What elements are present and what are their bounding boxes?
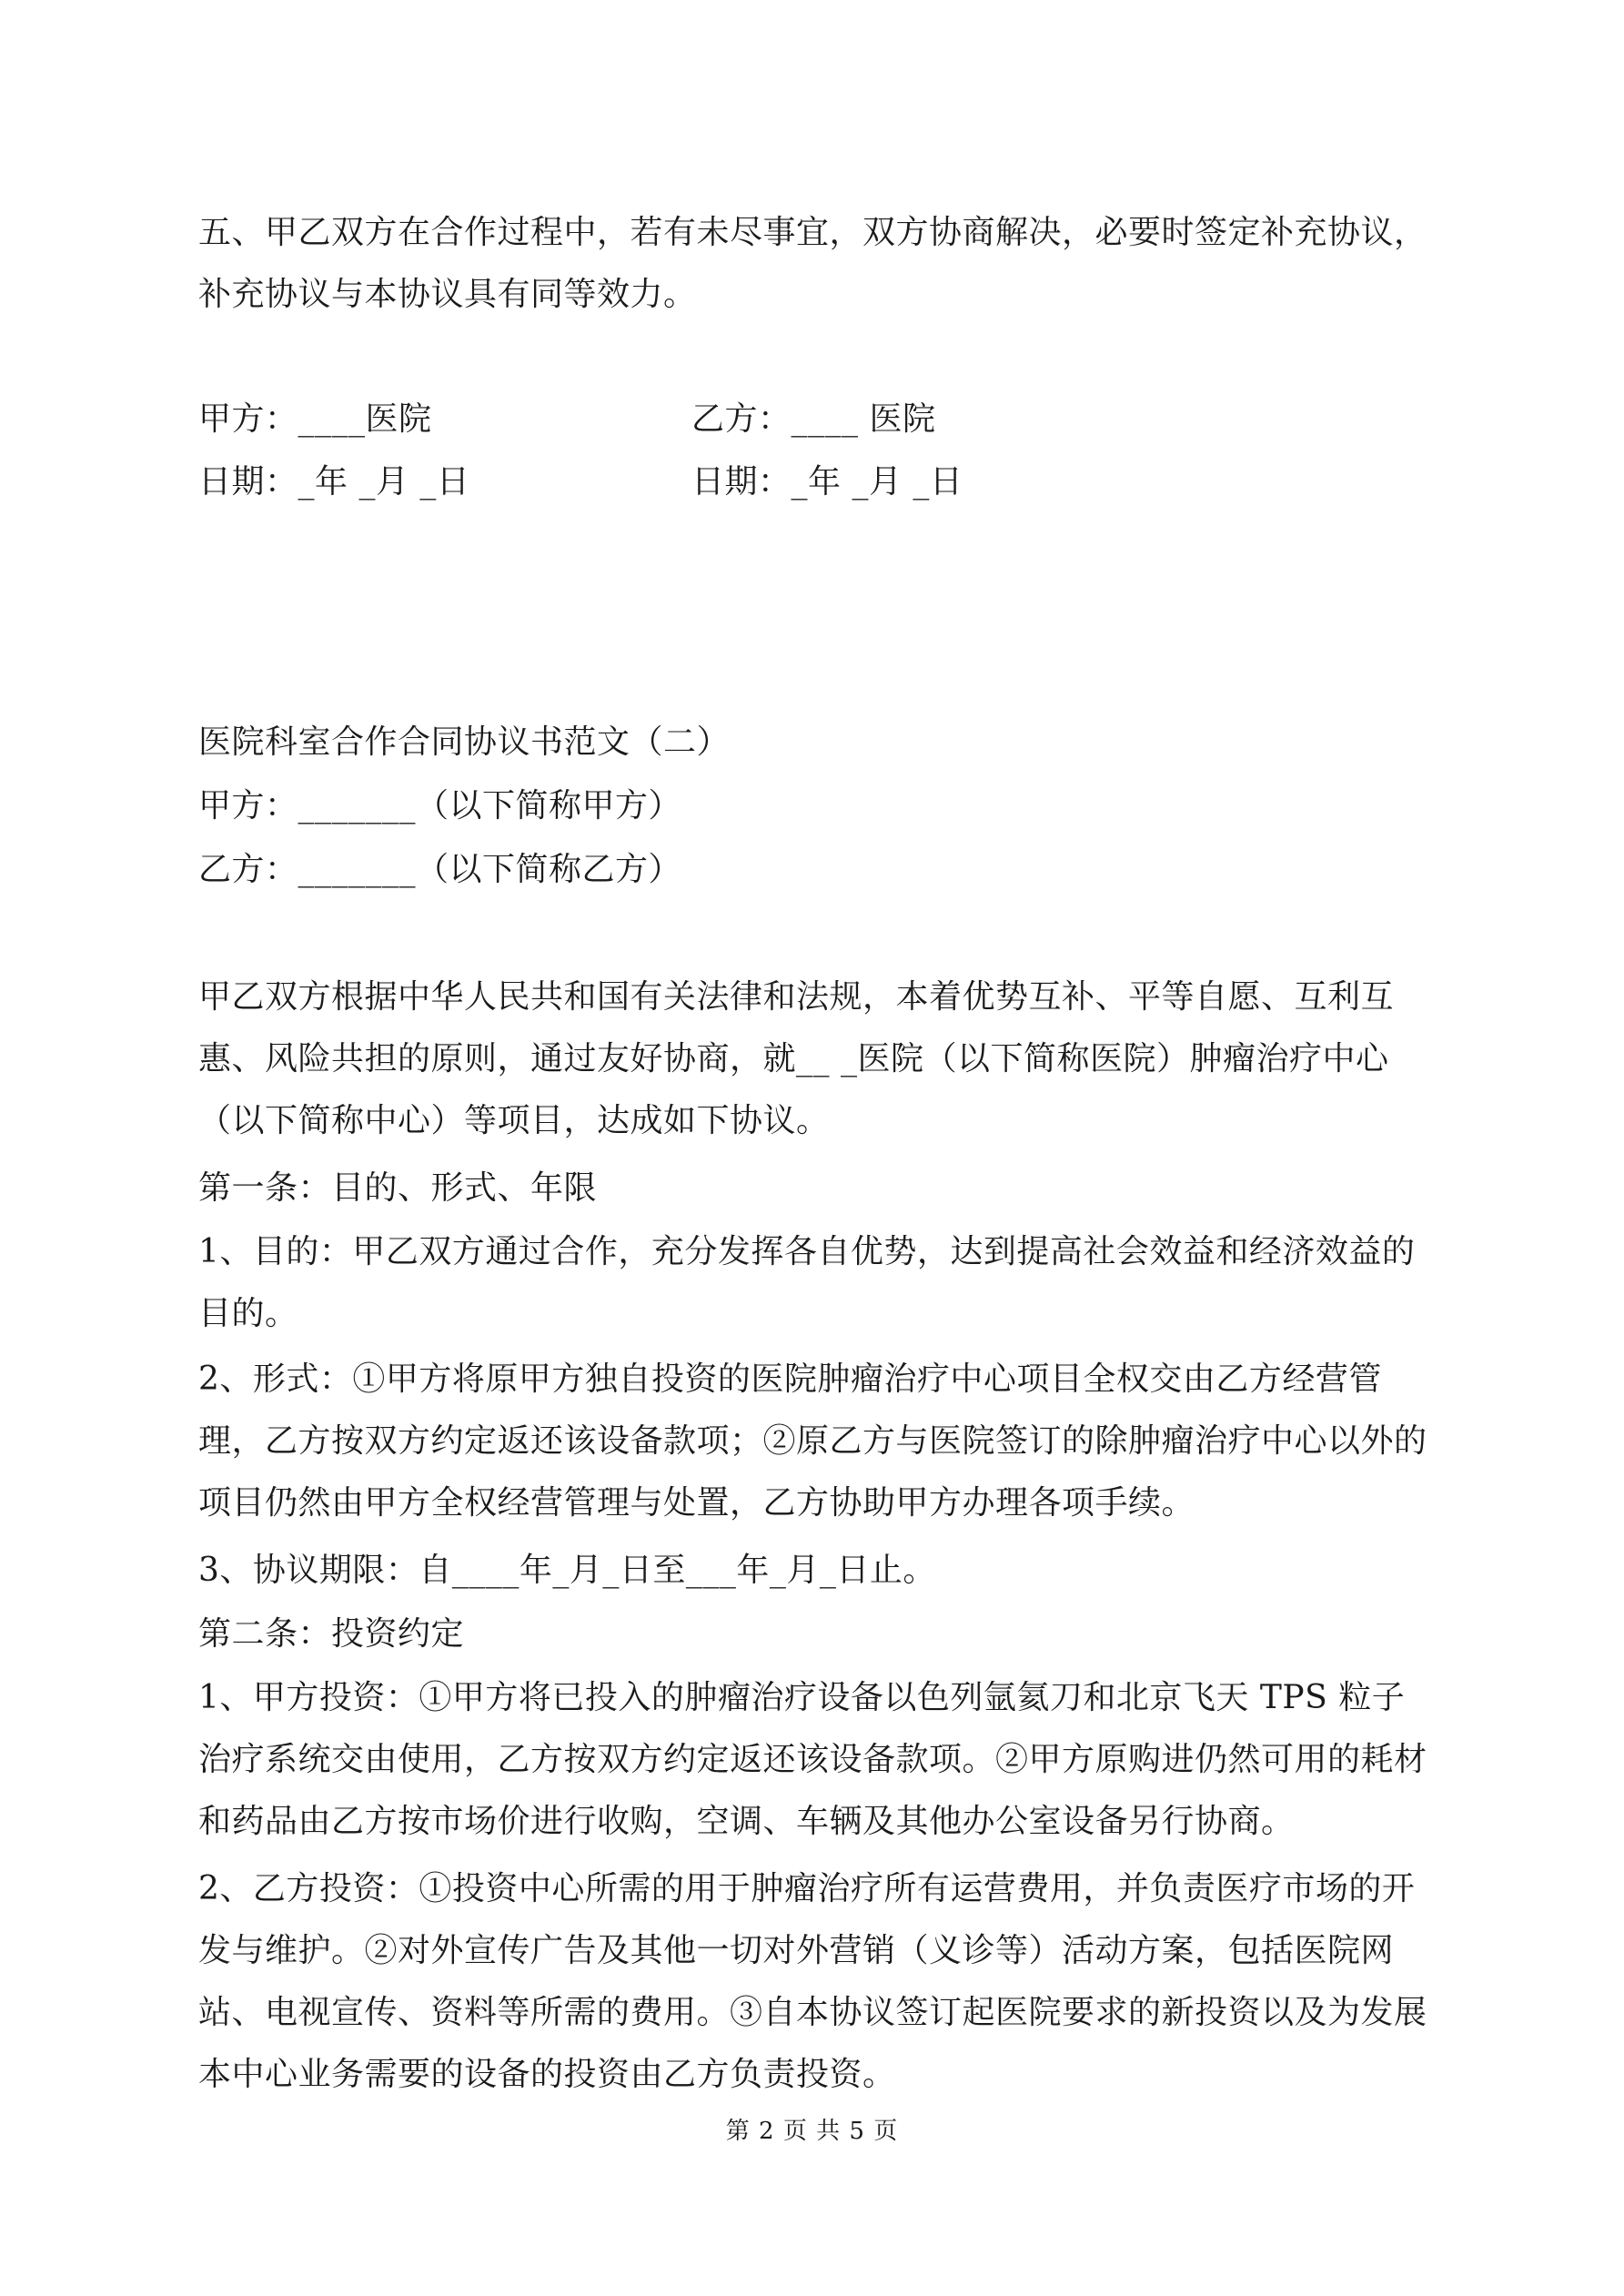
- party-b-date: 日期：_年 _月 _日: [691, 463, 963, 501]
- section-title: 医院科室合作合同协议书范文（二）: [198, 723, 731, 761]
- article-one-item-2: 2、形式：①甲方将原甲方独自投资的医院肿瘤治疗中心项目全权交由乙方经营管理，乙方按双方约定返还该设备款项；②原乙方与医院签订的除肿瘤治疗中心以外的项目仍然由甲方全权经营管理与处置，乙方协助甲方办理各项手续。: [198, 1360, 1427, 1522]
- article-one-item-1: 1、目的：甲乙双方通过合作，充分发挥各自优势，达到提高社会效益和经济效益的目的。: [198, 1233, 1416, 1332]
- article-two-item-1: 1、甲方投资：①甲方将已投入的肿瘤治疗设备以色列氩氦刀和北京飞天 TPS 粒子治疗系统交由使用，乙方按双方约定返还该设备款项。②甲方原购进仍然可用的耗材和药品由乙方按市场价进行收购，空调、车辆及其他办公室设备另行协商。: [198, 1679, 1427, 1840]
- intro-paragraph: 甲乙双方根据中华人民共和国有关法律和法规，本着优势互补、平等自愿、互利互惠、风险共担的原则，通过友好协商，就__ _医院（以下简称医院）肿瘤治疗中心（以下简称中心）等项目，达成如下协议。: [198, 978, 1395, 1139]
- party-a-date: 日期：_年 _月 _日: [198, 463, 470, 501]
- article-two-item-2: 2、乙方投资：①投资中心所需的用于肿瘤治疗所有运营费用，并负责医疗市场的开发与维护。②对外宣传广告及其他一切对外营销（义诊等）活动方案，包括医院网站、电视宣传、资料等所需的费用。③自本协议签订起医院要求的新投资以及为发展本中心业务需要的设备的投资由乙方负责投资。: [198, 1870, 1427, 2093]
- page-number-footer: 第 2 页 共 5 页: [725, 2118, 899, 2145]
- article-one-item-3: 3、协议期限：自____年_月_日至___年_月_日止。: [198, 1552, 936, 1589]
- party-a-line: 甲方：_______（以下简称甲方）: [198, 787, 682, 824]
- clause-five: 五、甲乙双方在合作过程中，若有未尽事宜，双方协商解决，必要时签定补充协议，补充协议与本协议具有同等效力。: [198, 214, 1427, 313]
- article-two-heading: 第二条：投资约定: [198, 1615, 465, 1653]
- party-a-signature: 甲方：____医院: [198, 400, 432, 438]
- party-b-signature: 乙方：____ 医院: [691, 400, 936, 438]
- article-one-heading: 第一条：目的、形式、年限: [198, 1169, 598, 1207]
- party-b-line: 乙方：_______（以下简称乙方）: [198, 851, 682, 888]
